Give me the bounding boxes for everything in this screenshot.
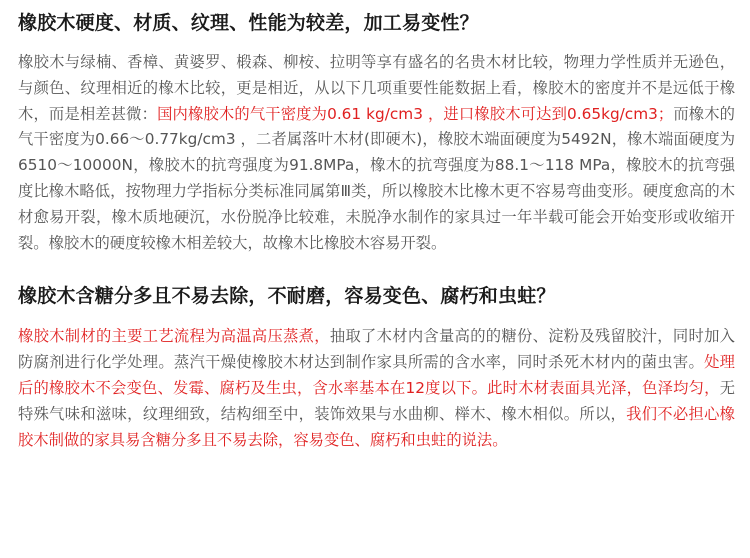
highlight-text: 橡胶木制材的主要工艺流程为高温高压蒸煮， bbox=[18, 327, 330, 346]
section-body-sugar bbox=[18, 324, 735, 453]
body-text: 而橡木的气干密度为0.66～0.77kg/cm3 ，二者属落叶木材(即硬木)，橡胶木端面硬度为5492N，橡木端面硬度为6510～10000N，橡胶木的抗弯强度为91.8MPa，橡木的抗弯强度为88.1～118 MPa，橡胶木的抗弯强度比橡木略低，按物理力学指标分类标准同属第Ⅲ类，所以橡胶木比橡木更不容易弯曲变形。硬度愈高的木材愈易开裂，橡木质地硬沉，水份脱净比较难，未脱净水制作的家具过一年半载可能会开始变形或收缩开裂。橡胶木的硬度较橡木相差较大，故橡木比橡胶木容易开裂。 bbox=[18, 104, 735, 252]
section-title-sugar: 橡胶木含糖分多且不易去除，不耐磨，容易变色、腐朽和虫蛀？ bbox=[18, 285, 556, 308]
body-text: 抽取了木材内含量高的的糖份、淀粉及残留胶汁，同时加入防腐剂进行化学处理。蒸汽干燥使橡胶木材达到制作家具所需的含水率，同时杀死木材内的菌虫害。 bbox=[18, 327, 735, 372]
body-text: 无特殊气味和滋味，纹理细致，结构细至中，装饰效果与水曲柳、榉木、橡木相似。所以， bbox=[18, 378, 735, 423]
highlight-text: 我们不必担心橡胶木制做的家具易含糖分多且不易去除，容易变色、腐朽和虫蛀的说法。 bbox=[18, 404, 735, 449]
highlight-text: 处理后的橡胶木不会变色、发霉、腐朽及生虫，含水率基本在12度以下。此时木材表面具光泽，色泽均匀， bbox=[18, 353, 735, 397]
highlight-text: 国内橡胶木的气干密度为0.61 kg/cm3 ，进口橡胶木可达到0.65kg/cm3； bbox=[157, 104, 674, 123]
section-title-hardness: 橡胶木硬度、材质、纹理、性能为较差，加工易变性？ bbox=[18, 12, 479, 34]
body-text: 橡胶木与绿楠、香樟、黄婆罗、椴森、柳桉、拉明等享有盛名的名贵木材比较，物理力学性质并无逊色，与颜色、纹理相近的橡木比较，更是相近，从以下几项重要性能数据上看，橡胶木的密度并不是远低于橡木，而是相差甚微： bbox=[18, 53, 735, 123]
section-body-hardness bbox=[18, 50, 735, 256]
